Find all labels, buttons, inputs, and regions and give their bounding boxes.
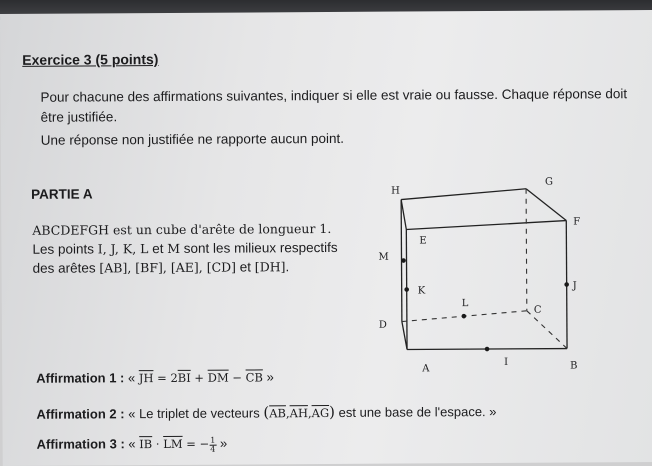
label-k: K — [417, 285, 426, 297]
edge-hg — [401, 189, 526, 200]
vector-lm: $\overline{LM}$ — [163, 436, 183, 452]
exam-sheet — [0, 10, 652, 466]
edge-dh: [DH] — [254, 259, 286, 275]
point-j-dot — [564, 282, 569, 287]
label-h: H — [391, 185, 400, 197]
affirmation-2: Affirmation 2 : « Le triplet de vecteurs $(\overline{AB},\overline{AH},\overline{AG})$ est une base de l'espace. » — [36, 402, 497, 422]
label-g: G — [545, 176, 554, 188]
point-m-dot — [401, 258, 406, 263]
affirmation-2-label: Affirmation 2 : — [36, 406, 125, 422]
fraction-one-quarter: $\frac{1}{4}$ — [210, 435, 216, 454]
affirmation-3-label: Affirmation 3 : — [36, 436, 125, 452]
label-d: D — [378, 319, 387, 331]
edge-ef — [406, 221, 566, 230]
cube-description-text-e: . — [285, 259, 290, 275]
midpoints-list: I, J, K, L — [97, 241, 149, 257]
exercise-note: Une réponse non justifiée ne rapporte aucun point. — [40, 130, 345, 148]
edge-cb — [527, 311, 567, 349]
vector-dm: $\overline{DM}$ — [207, 370, 229, 385]
minus-sign: − — [228, 370, 246, 385]
label-f: F — [573, 216, 581, 228]
label-m: M — [378, 251, 389, 263]
quote-close-3: » — [219, 435, 228, 451]
affirmation-1-label: Affirmation 1 : — [36, 370, 125, 386]
quote-open-3: « — [128, 436, 136, 452]
equals-two: = 2 — [153, 370, 178, 386]
exercise-title: Exercice 3 (5 points) — [22, 51, 159, 68]
edges-list: [AB], [BF], [AE], [CD] — [99, 259, 237, 276]
point-i-dot — [485, 347, 490, 352]
affirmation-2-text: « Le triplet de vecteurs — [128, 405, 260, 422]
dot-product: · — [152, 437, 164, 452]
exercise-intro: Pour chacune des affirmations suivantes, indiquer si elle est vraie ou fausse. Chaque réponse doit être justifiée. — [40, 86, 628, 125]
cube-figure — [361, 160, 652, 392]
label-b: B — [570, 360, 578, 372]
label-a: A — [422, 363, 430, 375]
point-k-dot — [404, 287, 409, 292]
quote-close: » — [266, 369, 274, 385]
plus-sign: + — [190, 370, 208, 385]
vector-ah: $\overline{AH}$ — [289, 406, 309, 421]
affirmation-3 — [37, 436, 228, 455]
cube-description-text-a: Les points — [32, 241, 98, 257]
vector-bi: $\overline{BI}$ — [177, 370, 191, 385]
vector-jh: $\overline{JH}$ — [138, 371, 154, 386]
edge-gf — [526, 189, 566, 221]
point-l-dot — [462, 314, 467, 319]
equals-minus: = − — [182, 436, 210, 451]
vector-cb: $\overline{CB}$ — [245, 370, 263, 385]
cube-description-text-d: et — [235, 259, 255, 275]
vector-ab: $\overline{AB}$ — [269, 406, 287, 421]
cube-description-text-c: sont les milieux respectifs des arêtes — [32, 239, 338, 276]
affirmation-2-end: est une base de l'espace. » — [338, 403, 497, 420]
cube-description-line1: ABCDEFGH est un cube d'arête de longueur 1. — [32, 220, 332, 238]
cube-description-text-b: et — [148, 240, 168, 257]
midpoint-m: M — [167, 240, 181, 256]
label-j: J — [572, 280, 577, 292]
label-l: L — [461, 298, 469, 310]
partie-title: PARTIE A — [31, 186, 93, 202]
vector-ag: $\overline{AG}$ — [311, 405, 330, 421]
affirmation-1 — [36, 369, 274, 385]
label-i: I — [504, 356, 509, 368]
vector-ib: $\overline{IB}$ — [139, 437, 153, 452]
cube-description — [32, 219, 340, 278]
quote-open: « — [127, 370, 136, 386]
midpoint-dots — [401, 257, 569, 352]
cube-hidden-edges — [401, 189, 567, 350]
label-e: E — [419, 235, 427, 247]
label-c: C — [533, 304, 542, 316]
edge-gc — [526, 189, 527, 311]
